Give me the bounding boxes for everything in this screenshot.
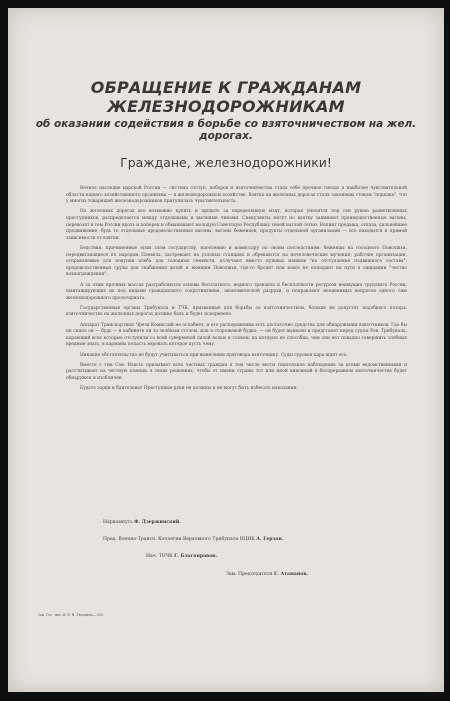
paragraph: Никакие обстоятельства не будут учитываться при вынесении приговора взяточнику. Суды суровая кара ждет его. [80,352,348,358]
signatory-name: Ф. Дзержинский. [134,520,181,525]
paragraph: Вечное наследие царской России — система отступ, поборов и взяточничества стала себе прочное гнездо в наиболее чувствительной области нашего хозяйственного организма — в железнодорожном хозяйстве. Взятка на железных дорогах стала законным стоком "порядка", что у многих товарищей железнодорожников притупилась чувствительность. [66,186,407,205]
poster-sheet [8,8,444,692]
signatory-role: Пред. Военно-Трансп. Коллегии Верховного Трибунала ВЦИК [103,537,255,542]
signatory-role: Зам. Председателя [226,572,273,577]
signature-line [146,554,217,559]
paragraph: А за этим прочных массах разграбляются основы бесплатного, водного транзита и бесплатности ресурсов неимущих трудового России, шантажирующих их под видами гражданского сопротивления, экономической разрухи, и поправляют неоценимых вопросов одного сию железнодорожного пролетариата. [66,282,407,301]
signature-line [103,537,283,542]
signature-line [103,520,181,525]
paragraph: Вместе с тем Сов. Власть призывает всех честных граждан в том числе вести тщательное наблюдение за всеми ведомственными и рассчитывает на честную помощь в своих решениях, чтобы от имени страны тот или иной виновный в беспрерывном взяточничестве будет обнаружен и изобличен. [66,362,407,381]
printer-footnote: Зак. Гос. тип. Ф. Е. В. Гвоздина.—100 [38,613,104,617]
paragraph: Бедствия, причиненные этим злом государству, населению и комиссару по своим последствиям: беженцы на голодного Поволжья, передвигающиеся по народам Плевела, застревают на узловых станциях и обрекаются на нечеловеческие мучения; рабочие организации, отправляемые для покупки хлеба для голодных семейств, получают вместо нужных мешков "на отступление подвижного состава"; продовольственные грузы для снабжения детей и женщин Поволжья, где-то бродят или вовсе не попадают на пути в ожидании "честно вознаграждения". [66,245,407,278]
signatory-name: А. Герзон. [256,537,284,542]
paragraph: Аппарат Транспортных Чрезв Комиссий не ослабнет, и его распоряжения есть достаточно средства для обнаружения взяточников. Где бы ни сидел он — будь — в кабинете ли за зелёным столом, или в сторожевой будке, — он будет выявлен и предстанет перед судом Рев. Трибунала, карающий всех которые отступили со всей суверенной силой волью и словом, на которых не способна, чем они нет повадно совершить злобные вредные знать, в карманы попасть воровать которое пусть чему. [66,322,407,348]
document-subtitle: об оказании содействия в борьбе со взяточничеством на жел. дорогах. [35,118,417,142]
greeting: Граждане, железнодорожники! [120,155,332,170]
signatory-name: Г. Атаманов. [274,572,309,577]
signatory-role: Наркомпуть [103,520,133,525]
signature-line [226,572,308,577]
body-text [66,186,407,396]
document-title: ОБРАЩЕНИЕ К ГРАЖДАНАМ ЖЕЛЕЗНОДОРОЖНИКАМ [90,78,362,116]
signatory-role: Нач. ТОЧК [146,554,173,559]
paragraph: На железных дорогах все возможно купить и продать за определенную мзду, которая уносится под сен рукою разветвленных преступников, распределяется между отдельными и высшими чинами. Спекулянты могут по взятку занимают преимущественные вагоны, перевозят в тем России вдоль и поперек и обманывают молодую Советскую Республику своей наглой сетью. Вопиит продажа, отказа, дальнейшее продвижение, будь то отдельные продовольственные вагоны, вагоны беженцев, продукты отдельной организации — все находится в прямой зависимости от взятки. [66,209,407,241]
paragraph: Государственные органы Трибунала и ТЧК, призванные для борьбы со взяточничеством, больше не допустят подобного позора: взяточничество на железных дорогах должно быть и будет искоренено. [66,305,407,318]
paragraph: Будьте зорки и бдительны! Преступные руки не должны и не могут быть избегать наказания. [80,386,298,392]
signatory-name: Г. Благонравов. [174,554,218,559]
